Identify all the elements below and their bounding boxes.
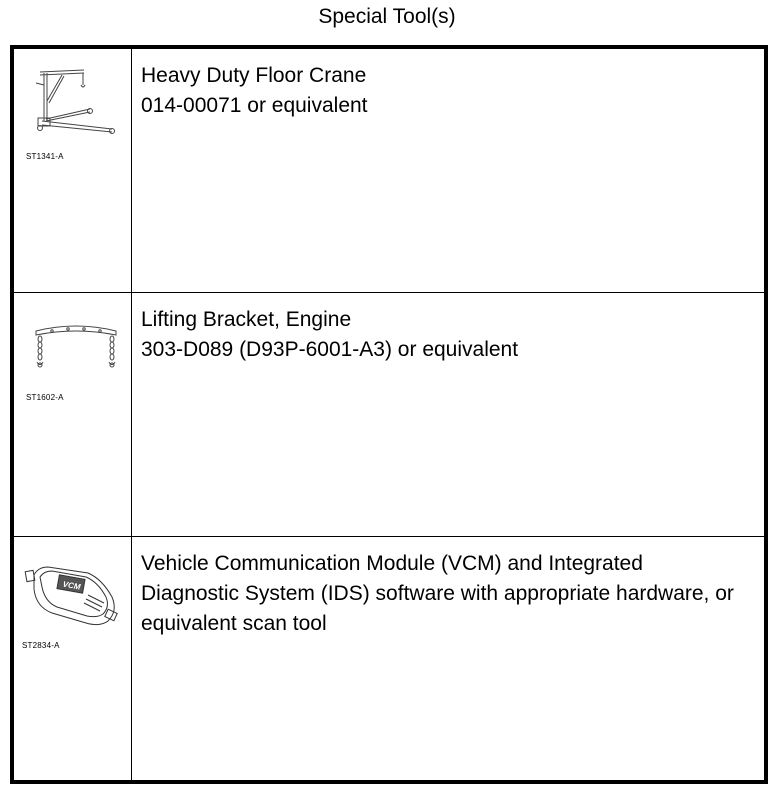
- tool-description: [132, 537, 764, 780]
- tool-name: Heavy Duty Floor Crane: [141, 64, 367, 87]
- page-title: Special Tool(s): [318, 5, 456, 28]
- tool-part-number: 014-00071 or equivalent: [141, 94, 368, 117]
- tool-name: Lifting Bracket, Engine: [141, 308, 352, 331]
- tool-description: [132, 293, 764, 536]
- lifting-bracket-icon: [22, 307, 122, 377]
- floor-crane-icon: [22, 63, 122, 143]
- tool-row-floor-crane: [14, 49, 764, 293]
- vcm-module-icon: [22, 551, 122, 641]
- tool-description: [132, 49, 764, 292]
- svg-text:VCM: VCM: [62, 579, 82, 592]
- tool-row-vcm: [14, 537, 764, 780]
- tool-image-cell: [14, 49, 132, 292]
- tool-row-lifting-bracket: [14, 293, 764, 537]
- tool-image-code: ST1602-A: [26, 393, 64, 402]
- tool-image-cell: [14, 293, 132, 536]
- tool-part-number: 303-D089 (D93P-6001-A3) or equivalent: [141, 338, 519, 361]
- tool-image-cell: [14, 537, 132, 780]
- special-tools-table: [10, 45, 768, 784]
- tool-image-code: ST2834-A: [22, 641, 60, 650]
- tool-image-code: ST1341-A: [26, 152, 64, 161]
- tool-name: Vehicle Communication Module (VCM) and Integrated Diagnostic System (IDS) software with appropriate hardware, or equivalent scan tool: [141, 552, 734, 635]
